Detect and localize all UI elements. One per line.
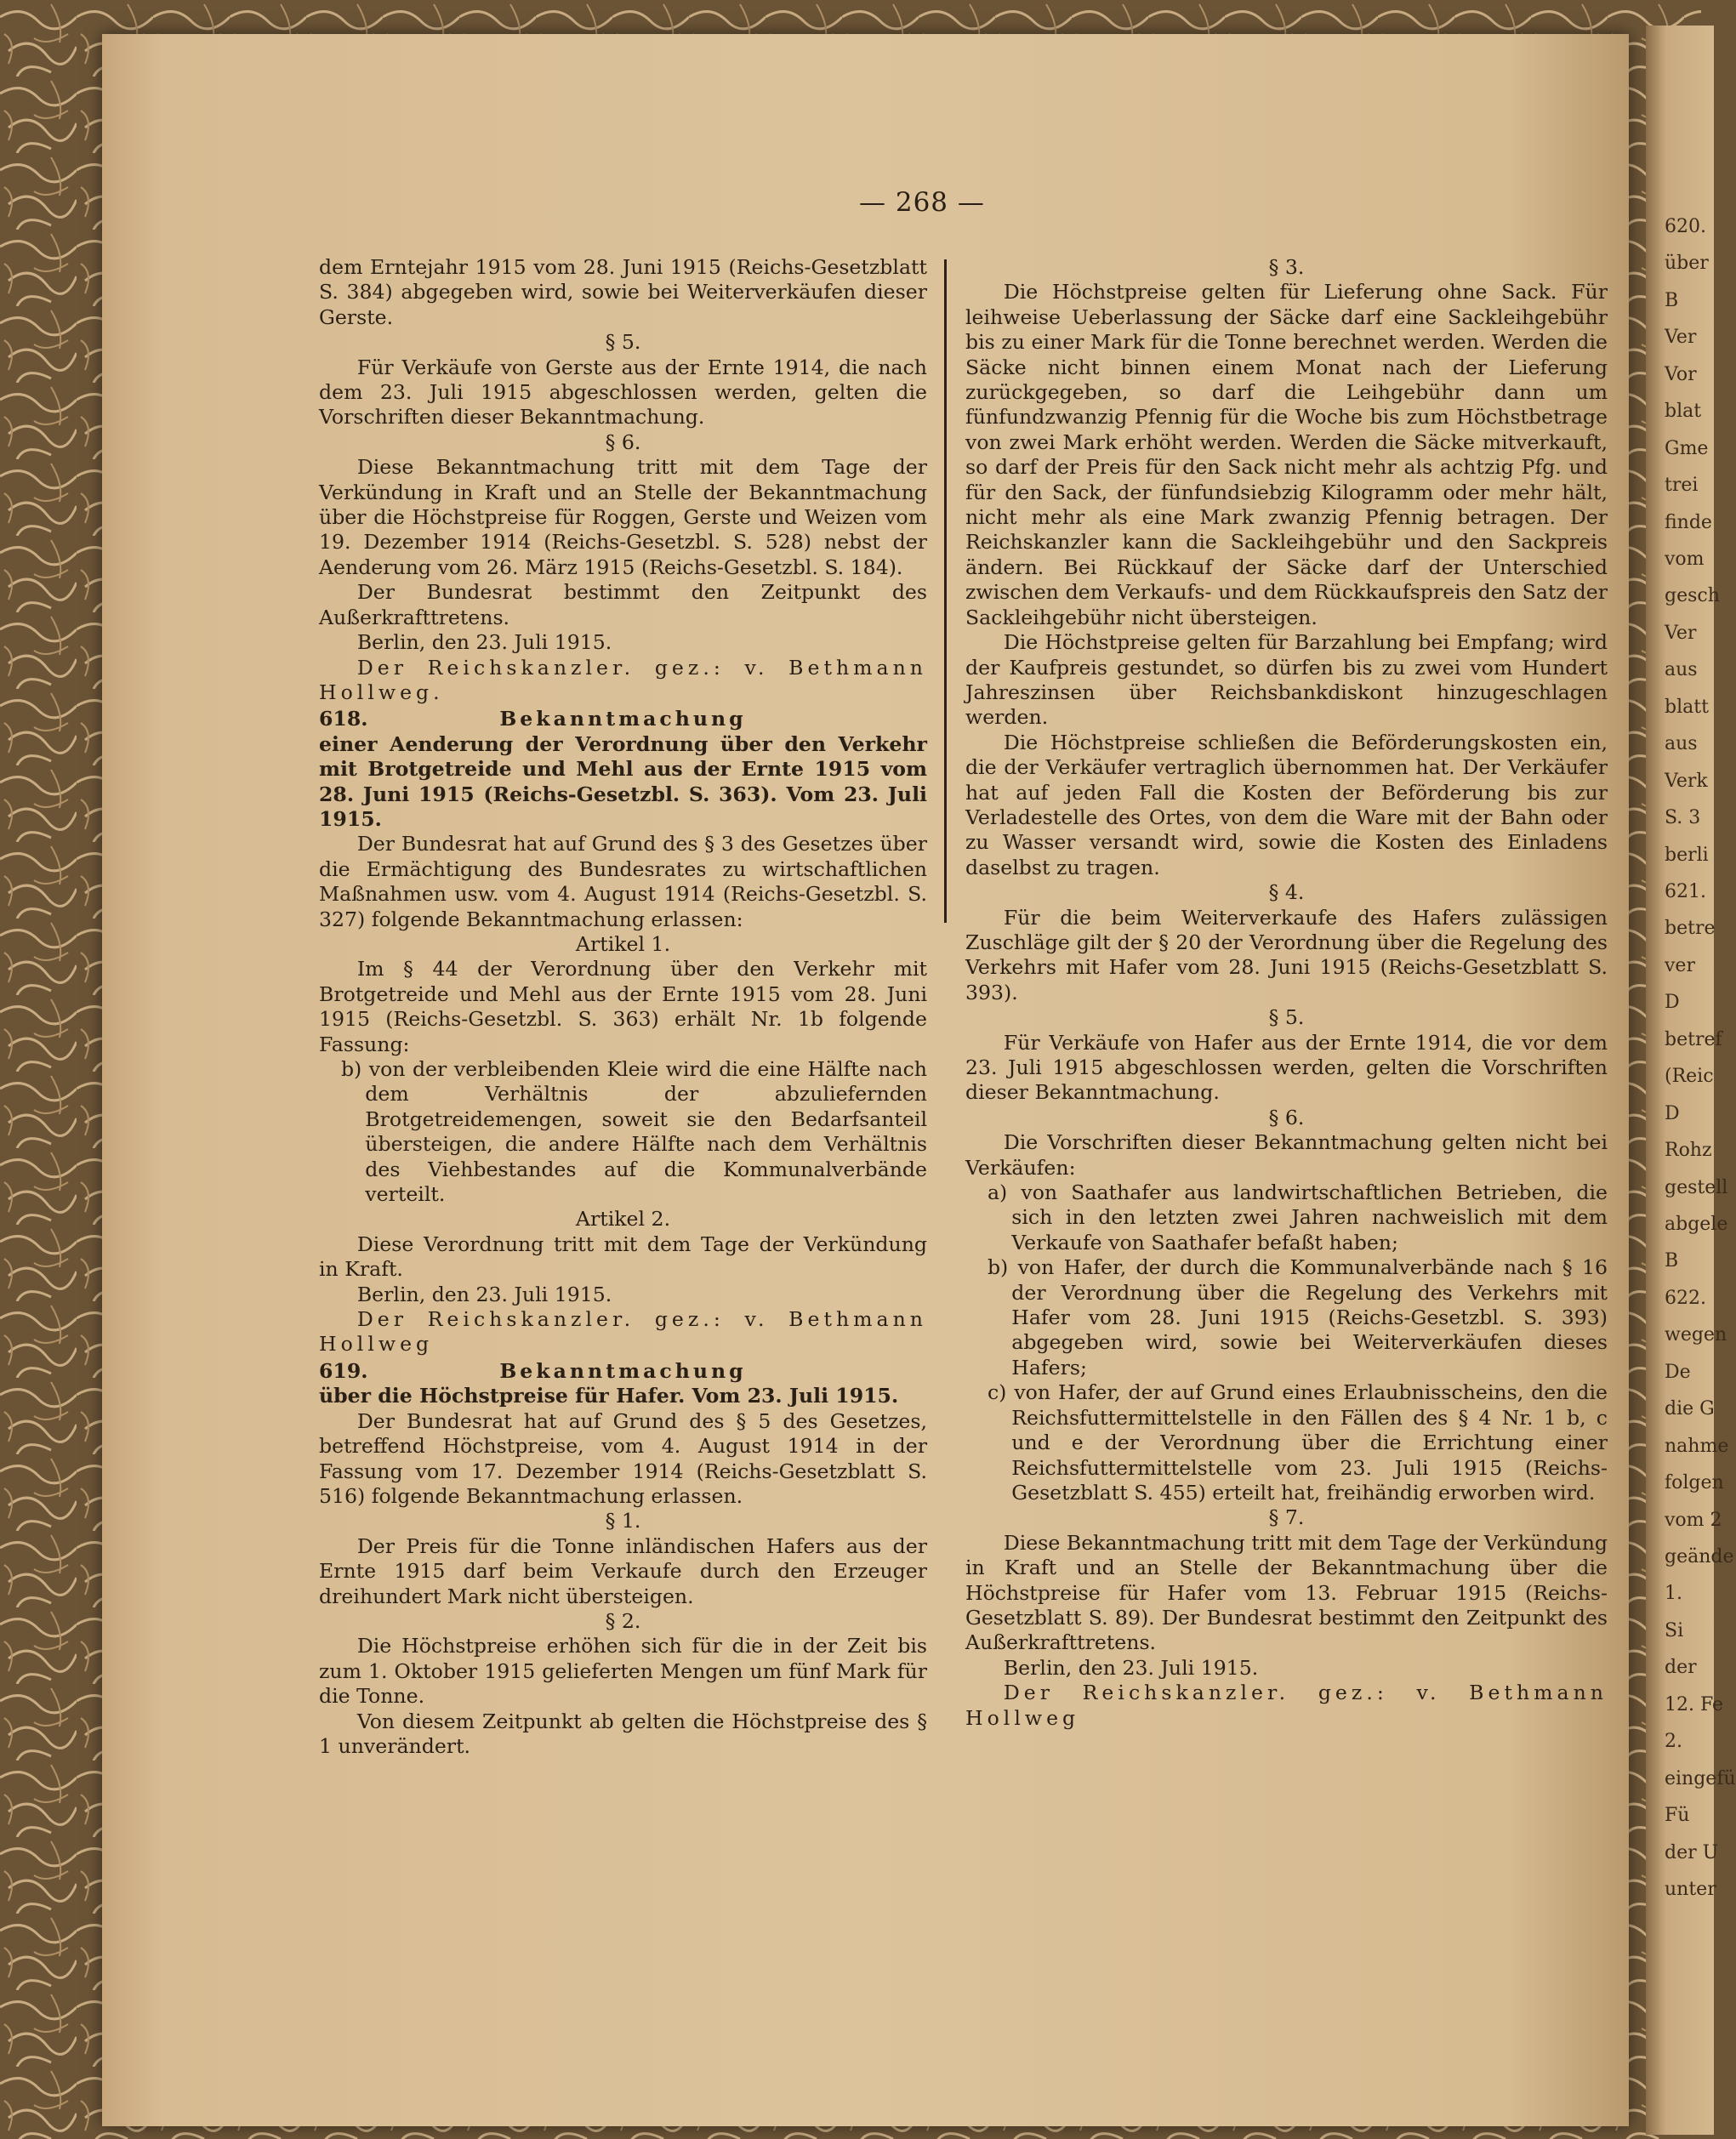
adjacent-page-fragment: folgen xyxy=(1665,1472,1724,1494)
adjacent-page-fragment: 1. xyxy=(1665,1583,1682,1605)
section-text: Von diesem Zeitpunkt ab gelten die Höchstpreise des § 1 unverändert. xyxy=(319,1709,927,1758)
adjacent-page-fragment: blat xyxy=(1665,401,1702,423)
adjacent-page-fragment: Fü xyxy=(1665,1805,1690,1827)
adjacent-page-fragment: nahme xyxy=(1665,1435,1729,1457)
adjacent-page-fragment: geände xyxy=(1665,1546,1734,1567)
adjacent-page-fragment: gesch xyxy=(1665,585,1720,607)
section-text: Die Höchstpreise erhöhen sich für die in der Zeit bis zum 1. Oktober 1915 gelieferten Mengen um fünf Mark für die Tonne. xyxy=(319,1634,927,1709)
notice-heading xyxy=(319,707,927,731)
section-title: § 2. xyxy=(605,1608,641,1633)
adjacent-page-fragment: 622. xyxy=(1665,1287,1706,1309)
section-title: § 4. xyxy=(1268,880,1305,905)
adjacent-page-fragment: Verk xyxy=(1665,770,1708,792)
adjacent-page-fragment: die G xyxy=(1665,1398,1715,1420)
adjacent-page-fragment: 620. xyxy=(1665,216,1706,237)
adjacent-page-fragment: 2. xyxy=(1665,1731,1682,1753)
adjacent-page-fragment: aus xyxy=(1665,659,1698,681)
adjacent-page-fragment: vom xyxy=(1665,549,1705,570)
adjacent-page-fragment: B xyxy=(1665,289,1679,311)
adjacent-page-fragment: Gme xyxy=(1665,437,1709,459)
article-title: Artikel 1. xyxy=(575,931,671,956)
section-text: Für die beim Weiterverkaufe des Hafers zulässigen Zuschläge gilt der § 20 der Verordnung über die Regelung des Verkehrs mit Hafer vom 28. Juni 1915 (Reichs-Gesetzblatt S. 393). xyxy=(965,905,1608,1004)
adjacent-page-fragment: aus xyxy=(1665,733,1698,755)
adjacent-page-edge xyxy=(1646,26,1736,2135)
adjacent-page-fragment: der xyxy=(1665,1657,1697,1679)
adjacent-page-fragment: ver xyxy=(1665,954,1695,976)
notice-intro: Der Bundesrat hat auf Grund des § 3 des Gesetzes über die Ermächtigung des Bundesrates zu wirtschaftlichen Maßnahmen usw. vom 4. August 1914 (Reichs-Gesetzbl. S. 327) folgende Bekanntmachung erlassen: xyxy=(319,832,927,931)
notice-title: Bekanntmachung xyxy=(499,707,747,731)
adjacent-page-fragment: S. 3 xyxy=(1665,807,1701,829)
adjacent-page-fragment: (Reic xyxy=(1665,1066,1714,1088)
right-column xyxy=(965,255,1608,1731)
list-item: a) von Saathafer aus landwirtschaftlichen Betrieben, die sich in den letzten zwei Jahren nachweislich mit dem Verkaufe von Saathafer befaßt haben; xyxy=(987,1180,1608,1254)
notice-subject: über die Höchstpreise für Hafer. Vom 23. Juli 1915. xyxy=(319,1384,899,1408)
section-text: Die Höchstpreise gelten für Barzahlung bei Empfang; wird der Kaufpreis gestundet, so dürfen bis zu zwei vom Hundert Jahreszinsen über Reichsbankdiskont hinzugeschlagen werden. xyxy=(965,630,1608,730)
adjacent-page-fragment: betre xyxy=(1665,918,1716,940)
column-rule xyxy=(944,259,947,923)
article-title: Artikel 2. xyxy=(575,1207,671,1232)
adjacent-page-fragment: Rohz xyxy=(1665,1140,1712,1162)
adjacent-page-fragment: D xyxy=(1665,992,1680,1014)
section-text: Diese Bekanntmachung tritt mit dem Tage der Verkündung in Kraft und an Stelle der Bekanntmachung über die Höchstpreise für Roggen, Gerste und Weizen vom 19. Dezember 1914 (Reichs-Gesetzbl. S. 528) nebst der Aenderung vom 26. März 1915 (Reichs-Gesetzbl. S. 184). xyxy=(319,455,927,579)
place-date: Berlin, den 23. Juli 1915. xyxy=(356,1282,612,1306)
section-text: Der Bundesrat bestimmt den Zeitpunkt des Außerkrafttretens. xyxy=(319,580,927,629)
adjacent-page-fragment: Si xyxy=(1665,1619,1684,1641)
section-text: Die Höchstpreise gelten für Lieferung ohne Sack. Für leihweise Ueberlassung der Säcke darf eine Sackleihgebühr bis zu einer Mark für die Tonne berechnet werden. Werden die Säcke nicht binnen einem Monat nach der Lieferung zurückgegeben, so darf die Leihgebühr dann um fünfundzwanzig Pfennig für die Woche bis zum Höchstbetrage von zwei Mark erhöht werden. Werden die Säcke mitverkauft, so darf der Preis für den Sack nicht mehr als achtzig Pfg. und für den Sack, der fünfundsiebzig Kilogramm oder mehr hält, nicht mehr als eine Mark zwanzig Pfennig betragen. Der Reichskanzler kann die Sackleihgebühr und den Sackpreis ändern. Bei Rückkauf der Säcke darf der Unterschied zwischen dem Verkaufs- und dem Rückkaufspreis den Satz der Sackleihgebühr nicht übersteigen. xyxy=(965,280,1608,629)
adjacent-page-fragment: unter xyxy=(1665,1879,1716,1900)
place-date: Berlin, den 23. Juli 1915. xyxy=(1003,1655,1259,1680)
section-title: § 6. xyxy=(1268,1105,1305,1129)
adjacent-page-fragment: 621. xyxy=(1665,881,1706,902)
adjacent-page-fragment: Ver xyxy=(1665,327,1697,349)
section-text: Diese Bekanntmachung tritt mit dem Tage der Verkündung in Kraft und an Stelle der Bekanntmachung über die Höchstpreise für Hafer vom 13. Februar 1915 (Reichs-Gesetzblatt S. 89). Der Bundesrat bestimmt den Zeitpunkt des Außerkrafttretens. xyxy=(965,1530,1608,1655)
place-date: Berlin, den 23. Juli 1915. xyxy=(356,630,612,655)
notice-subject: einer Aenderung der Verordnung über den Verkehr mit Brotgetreide und Mehl aus der Ernte 1915 vom 28. Juni 1915 (Reichs-Gesetzbl. S. 363). Vom 23. Juli 1915. xyxy=(319,731,927,831)
adjacent-page-fragment: vom 2 xyxy=(1665,1509,1722,1531)
section-title: § 3. xyxy=(1268,255,1305,279)
article-text: Diese Verordnung tritt mit dem Tage der Verkündung in Kraft. xyxy=(319,1232,927,1282)
section-text: Die Vorschriften dieser Bekanntmachung gelten nicht bei Verkäufen: xyxy=(965,1130,1608,1180)
left-column xyxy=(319,255,927,1759)
adjacent-page-fragment: wegen xyxy=(1665,1324,1727,1346)
adjacent-page-fragment: blatt xyxy=(1665,696,1709,718)
notice-intro: Der Bundesrat hat auf Grund des § 5 des Gesetzes, betreffend Höchstpreise, vom 4. August 1914 in der Fassung vom 17. Dezember 1914 (Reichs-Gesetzblatt S. 516) folgende Bekanntmachung erlassen. xyxy=(319,1408,927,1508)
section-text: Die Höchstpreise schließen die Beförderungskosten ein, die der Verkäufer vertraglich übernommen hat. Der Verkäufer hat auf jeden Fall die Kosten der Beförderung bis zur Verladestelle des Ortes, von dem die Ware mit der Bahn oder zu Wasser versandt wird, sowie die Kosten des Einladens daselbst zu tragen. xyxy=(965,730,1608,879)
adjacent-page-fragment: Ver xyxy=(1665,622,1697,644)
adjacent-page-fragment: D xyxy=(1665,1102,1680,1124)
notice-title: Bekanntmachung xyxy=(499,1358,747,1383)
adjacent-page-fragment: eingefü xyxy=(1665,1767,1736,1789)
notice-heading xyxy=(319,1359,927,1384)
notice-number: 619. xyxy=(319,1358,368,1383)
section-text: Der Preis für die Tonne inländischen Hafers aus der Ernte 1915 darf beim Verkaufe durch den Erzeuger dreihundert Mark nicht übersteigen. xyxy=(319,1533,927,1608)
continued-paragraph: dem Erntejahr 1915 vom 28. Juni 1915 (Reichs-Gesetzblatt S. 384) abgegeben wird, sowie bei Weiterverkäufen dieser Gerste. xyxy=(319,255,927,329)
adjacent-page-fragment: finde xyxy=(1665,511,1712,533)
list-item: b) von Hafer, der durch die Kommunalverbände nach § 16 der Verordnung über die Regelung des Verkehrs mit Hafer vom 28. Juni 1915 (Reichs-Gesetzbl. S. 393) abgegeben wird, sowie bei Weiterverkäufen dieses Hafers; xyxy=(987,1255,1608,1380)
section-title: § 5. xyxy=(605,330,641,355)
section-title: § 5. xyxy=(1268,1005,1305,1030)
page-number: — 268 — xyxy=(859,187,985,218)
adjacent-page-fragment: trei xyxy=(1665,475,1699,497)
signature: Der Reichskanzler. gez.: v. Bethmann Hollweg. xyxy=(319,655,927,704)
article-text: Im § 44 der Verordnung über den Verkehr mit Brotgetreide und Mehl aus der Ernte 1915 vom 28. Juni 1915 (Reichs-Gesetzbl. S. 363) erhält Nr. 1b folgende Fassung: xyxy=(319,957,927,1056)
list-item: c) von Hafer, der auf Grund eines Erlaubnisscheins, den die Reichsfuttermittelstelle in den Fällen des § 4 Nr. 1 b, c und e der Verordnung über die Errichtung einer Reichsfuttermittelstelle vom 23. Juli 1915 (Reichs-Gesetzblatt S. 455) erteilt hat, freihändig erworben wird. xyxy=(987,1380,1608,1505)
adjacent-page-fragment: berli xyxy=(1665,844,1709,866)
adjacent-page-fragment: abgele xyxy=(1665,1214,1728,1235)
section-title: § 6. xyxy=(605,430,641,454)
adjacent-page-fragment: über xyxy=(1665,253,1709,275)
adjacent-page-fragment: betref xyxy=(1665,1028,1722,1050)
section-title: § 7. xyxy=(1268,1505,1305,1530)
adjacent-page-fragment: der U xyxy=(1665,1841,1719,1863)
section-text: Für Verkäufe von Gerste aus der Ernte 1914, die nach dem 23. Juli 1915 abgeschlossen werden, gelten die Vorschriften dieser Bekanntmachung. xyxy=(319,355,927,430)
signature: Der Reichskanzler. gez.: v. Bethmann Hollweg xyxy=(965,1681,1608,1730)
section-text: Für Verkäufe von Hafer aus der Ernte 1914, die vor dem 23. Juli 1915 abgeschlossen werden, gelten die Vorschriften dieser Bekanntmachung. xyxy=(965,1030,1608,1105)
adjacent-page-fragment: gestell xyxy=(1665,1176,1728,1198)
notice-number: 618. xyxy=(319,707,368,731)
signature: Der Reichskanzler. gez.: v. Bethmann Hollweg xyxy=(319,1307,927,1357)
list-item: b) von der verbleibenden Kleie wird die eine Hälfte nach dem Verhältnis der abzuliefernden Brotgetreidemengen, soweit sie den Bedarfsanteil übersteigen, die andere Hälfte nach dem Verhältnis des Viehbestandes auf die Kommunalverbände verteilt. xyxy=(340,1057,927,1207)
adjacent-page-fragment: 12. Fe xyxy=(1665,1693,1724,1715)
adjacent-page-fragment: De xyxy=(1665,1361,1691,1383)
adjacent-page-fragment: Vor xyxy=(1665,363,1697,385)
adjacent-page-fragment: B xyxy=(1665,1250,1679,1272)
section-title: § 1. xyxy=(605,1509,641,1533)
